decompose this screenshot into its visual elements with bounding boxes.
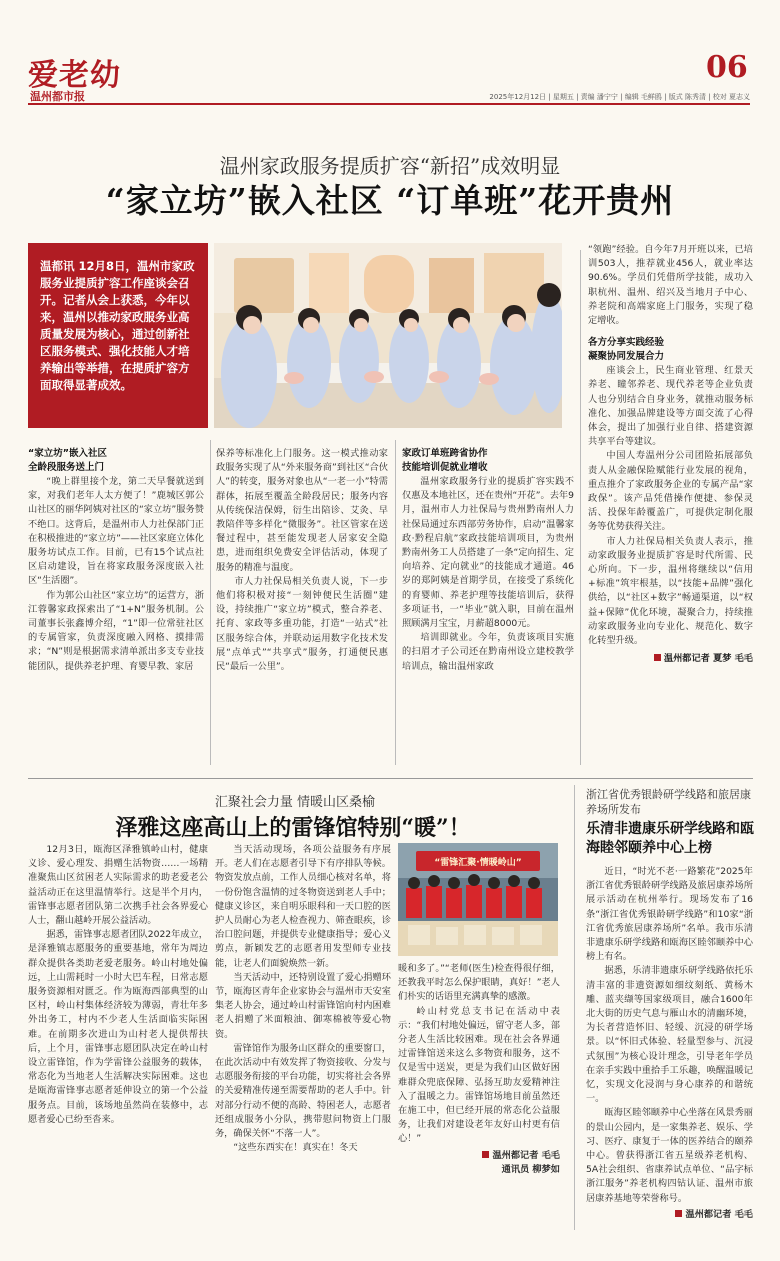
paragraph: 保养等标准化上门服务。这一模式推动家政服务实现了从“外来服务商”到社区“合伙人”的转变，服务对象也从“一老一小”特需群体，拓展至覆盖全龄段居民；服务内容从传统保洁保姆，衍生出陪诊、艾灸、早教陪伴等多样化“微服务”。社区管家在送餐过程中，甚至能发现老人居家安全隐患，进而组织免费安全评估活动，体现了服务的精准与温度。	[216, 448, 388, 573]
paragraph: 培训即就业。今年，负责该项目实施的扫眉才子公司还在黔南州设立建校教学培训点，输出温州家政	[402, 632, 574, 672]
column-divider	[574, 785, 575, 1230]
article2-byline	[398, 1149, 560, 1163]
byline-text: 温州都记者 毛毛	[492, 1149, 560, 1161]
article3-headline: 乐清非遗康乐研学线路和瓯海睦邻颐养中心上榜	[586, 821, 754, 856]
article2-kicker: 汇聚社会力量 情暖山区桑榆	[214, 795, 376, 810]
paper-name: 温州都市报	[30, 90, 85, 103]
training-class-photo	[214, 243, 562, 428]
byline-text: 温州都记者 毛毛	[685, 1208, 753, 1220]
col3-subhead-2: 技能培训促就业增收	[402, 462, 488, 473]
col1-subhead-1: “家立坊”嵌入社区	[28, 448, 107, 459]
square-icon	[482, 1151, 489, 1158]
paragraph: 座谈会上，民生商业管理、红景天养老、瞳邻养老、现代养老等企业负责人也分别结合自身业务，就推动服务标准化、加强品牌建设等方面交流了心得体会，提出了加强行业自律、搭建资源共享平台等建议。	[588, 365, 753, 448]
article1-headline: “家立坊”嵌入社区 “订单班”花开贵州	[105, 181, 675, 220]
paragraph: 市人力社保局相关负责人说，下一步他们将积极对接“一刻钟便民生活圈”建设，持续推广“家立坊”模式，整合养老、托育、家政等多重功能，打造“一站式”社区服务综合体，并联动运用数字化技术发展“点单式”“共享式”服务，打通便民惠民“最后一公里”。	[216, 575, 388, 673]
article1-col2	[216, 447, 388, 674]
paragraph: “晚上群里接个龙，第二天早餐就送到家，对我们老年人太方便了！”鹿城区郭公山社区的丽华阿姨对社区的“家立坊”服务赞不绝口。这背后，是温州市人力社保部门正在积极推进的“家立坊”——社区家庭立体化服务坊试点工作。目前，已有15个试点社区启动建设，旨在将家政服务深度嵌入社区“生活圈”。	[28, 476, 204, 587]
col4-subhead-1: 各方分享实践经验	[588, 337, 665, 349]
article3-body	[586, 865, 753, 1222]
byline-text: 温州都记者 夏梦 毛毛	[663, 653, 753, 665]
article2-col2	[215, 843, 391, 1155]
column-divider	[210, 440, 211, 765]
section-divider	[28, 778, 753, 779]
section-title: 爱老幼	[28, 58, 121, 93]
paragraph: 市人力社保局相关负责人表示，推动家政服务业提质扩容是时代所需、民心所向。下一步，温州将继续以“信用+标准”筑牢根基，以“技能+品牌”强化供给，以“社区+数字”畅通渠道，以“权益+保障”优化环境，凝聚合力，持续推动家政服务业向专业化、规范化、数字化转型升级。	[588, 535, 753, 647]
paragraph: 岭山村党总支书记在活动中表示：“我们村地处偏远，留守老人多，部分老人生活比较困难。现在社会各界通过雷锋馆送来这么多物资和服务，这不仅是雪中送炭，更是为我们山区做好困难群众兜底保障、弘扬互助友爱精神注入了温暖之力。雷锋馆场地目前虽然还在施工中，但已经开展的常态化公益服务，让我们对建设老年友好山村更有信心！”	[398, 1005, 560, 1145]
banner-text: “雷锋汇聚·情暖岭山”	[434, 858, 522, 868]
article1-col1	[28, 447, 204, 674]
article2-photo	[398, 843, 558, 956]
paragraph: 温州家政服务行业的提质扩容实践不仅惠及本地社区，还在贵州“开花”。去年9月，温州市人力社保局与贵州黔南州人力社保局通过东西部劳务协作，启动“温馨家政·黔程启航”家政技能培训项目，为贵州黔南州务工人员搭建了一条“定向招生、定向培养、定向就业”的技能成才通道。46岁的郑阿姨是首期学员，在接受了系统化的育婴师、养老护理等技能培训后，获得多项证书，一“毕业”就入职，目前在温州照顾满月宝宝，月薪超8000元。	[402, 476, 574, 630]
article1-byline	[588, 650, 753, 664]
article2-headline: 泽雅这座高山上的雷锋馆特别“暖”！	[115, 815, 471, 841]
article1-kicker: 温州家政服务提质扩容“新招”成效明显	[219, 154, 561, 178]
col3-subhead-1: 家政订单班跨省协作	[402, 448, 488, 459]
article2-byline-2: 通讯员 柳梦如	[501, 1163, 560, 1175]
column-divider	[395, 440, 396, 765]
paragraph: 雷锋馆作为服务山区群众的重要窗口，在此次活动中有效发挥了物资接收、分发与志愿服务衔接的平台功能，切实将社会各界的关爱精准传递至需要帮助的老人手中。针对部分行动不便的高龄、特困老人，志愿者还组成服务小分队，携带慰问物资上门服务，确保关怀“不落一人”。	[215, 1042, 391, 1140]
paragraph: 中国人寿温州分公司团险拓展部负责人从金融保险赋能行业发展的视角，重点推介了家政服务企业的专属产品“家政保”。该产品凭借操作便捷、参保灵活、投保年龄覆盖广，可提供定制化服务等优势获得关注。	[588, 450, 753, 533]
col4-subhead-2: 凝聚协同发展合力	[588, 351, 665, 363]
square-icon	[675, 1210, 682, 1217]
edition-info: 2025年12月12日 | 星期五 | 责编 潘宁宁 | 编辑 毛鲜鸥 | 版式 陈秀清 | 校对 夏志义	[489, 93, 750, 101]
page-number: 06	[706, 50, 748, 85]
paragraph: 近日，“时光不老·一路繁花”2025年浙江省优秀银龄研学线路及旅居康养场所展示活动在杭州举行。现场发布了16条“浙江省优秀银龄研学线路”和10家“浙江省优秀旅居康养场所”名单。我市乐清非遗康乐研学线路和瓯海区睦邻颐养中心榜上有名。	[586, 866, 753, 963]
paragraph: “这些东西实在！真实在！冬天	[233, 1142, 358, 1154]
paragraph: 作为郭公山社区“家立坊”的运营方，浙江蓉馨家政探索出了“1+N”服务机制。公司董事长张鑫博介绍，“1”即一位常驻社区的专属管家，负责深度融入网格、摸排需求；“N”则是根据需求清单派出多支专业技能团队，提供养老护理、育婴早教、家居	[28, 589, 204, 672]
article2-col3	[398, 962, 560, 1177]
masthead-rule	[28, 103, 750, 105]
paragraph: 12月3日，瓯海区泽雅镇岭山村，健康义诊、爱心理发、捐赠生活物资……一场精准聚焦山区贫困老人实际需求的助老爱老公益活动正在这里温情举行。这是半个月内，雷锋事志愿者团队第二次携手社会各界爱心人士，翻山越岭开展公益活动。	[28, 844, 208, 927]
article1-photo	[214, 243, 562, 428]
article1-col3	[402, 447, 574, 674]
paragraph: “领跑”经验。自今年7月开班以来，已培训503人，推荐就业456人，就业率达90.6%。学员们凭借所学技能，成功入职杭州、温州、绍兴及当地月子中心、养老院和高端家庭上门服务，实现了稳定增收。	[588, 244, 753, 327]
column-divider	[580, 250, 581, 765]
article1-lead: 温都讯 12月8日，温州市家政服务业提质扩容工作座谈会召开。记者从会上获悉，今年以来，温州以推动家政服务业高质量发展为核心，通过创新社区服务模式、强化技能人才培养输出等举措，在提质扩容方面取得显著成效。	[40, 259, 195, 392]
paragraph: 当天活动现场，各项公益服务有序展开。老人们在志愿者引导下有序排队等候。物资发放点前，工作人员细心核对名单，将一份份饱含温情的过冬物资送到老人手中；健康义诊区，来自明乐眼科和一天口腔的医护人员耐心为老人检查视力、筛查眼疾，诊治口腔问题，并提供专业健康指导；爱心义剪点，新颖发艺的志愿者用发型师专业技能，让老人们面貌焕然一新。	[215, 844, 391, 969]
paragraph: 瓯海区睦邻颐养中心坐落在风景秀丽的景山公园内，是一家集养老、娱乐、学习、医疗、康复于一体的医养结合的颐养中心。曾获得浙江省五星级养老机构、5A社会组织、省康养试点单位、“品字标浙江服务”养老机构四钻认证、温州市旅居康养基地等荣誉称号。	[586, 1107, 753, 1204]
square-icon	[654, 654, 661, 661]
volunteer-group-photo	[398, 843, 558, 956]
article3-kicker: 浙江省优秀银龄研学线路和旅居康养场所发布	[586, 788, 751, 816]
article3-byline	[586, 1208, 753, 1222]
paragraph: 据悉，乐清非遗康乐研学线路依托乐清丰富的非遗资源如细纹刻纸、黄杨木雕、蓝夹缬等国家级项目，融合1600年北大街的历史气息与雁山水的清幽环境，为长者营造怀旧、轻缓、沉浸的研学场景。以“怀旧式体验、轻量型参与、沉浸式氛围”为核心设计理念，引导老年学员在亲手实践中重拾手工乐趣，唤醒温暖记忆，实现文化浸润与身心康养的和谐统一。	[586, 965, 753, 1105]
article2-col1	[28, 843, 208, 1127]
paragraph: 当天活动中，还特别设置了爱心捐赠环节，瓯海区青年企业家协会与温州市天安室集老人协会，通过岭山村雷锋馆向村内困难老人捐赠了米面粮油、御寒棉被等爱心物资。	[215, 971, 391, 1040]
article1-col4	[588, 243, 753, 664]
col1-subhead-2: 全龄段服务送上门	[28, 462, 105, 473]
paragraph: 据悉，雷锋事志愿者团队2022年成立，是泽雅镇志愿服务的重要基地，常年为周边群众提供各类助老爱老服务。岭山村地处偏远，上山需耗时一小时大巴车程，日常志愿服务资源相对匮乏。作为瓯海西部典型的山区村，岭山村集体经济较为薄弱，青壮年多外出务工，村内不少老人生活面临实际困难。在前期多次进山为山村老人提供帮扶后，上个月，雷锋事志愿团队决定在岭山村设立雷锋馆，作为学雷锋公益服务的载体，常态化为当地老人生活解决实际困难。这也是瓯海雷锋事志愿者延伸设立的第一个公益服务点。目前，该场地虽然尚在装修中，志愿者爱心已纷至沓来。	[28, 929, 208, 1125]
paragraph: 暖和多了。”“老师(医生)检查得很仔细，还教我平时怎么保护眼睛，真好！”老人们朴实的话语里充满真挚的感激。	[398, 963, 560, 1003]
